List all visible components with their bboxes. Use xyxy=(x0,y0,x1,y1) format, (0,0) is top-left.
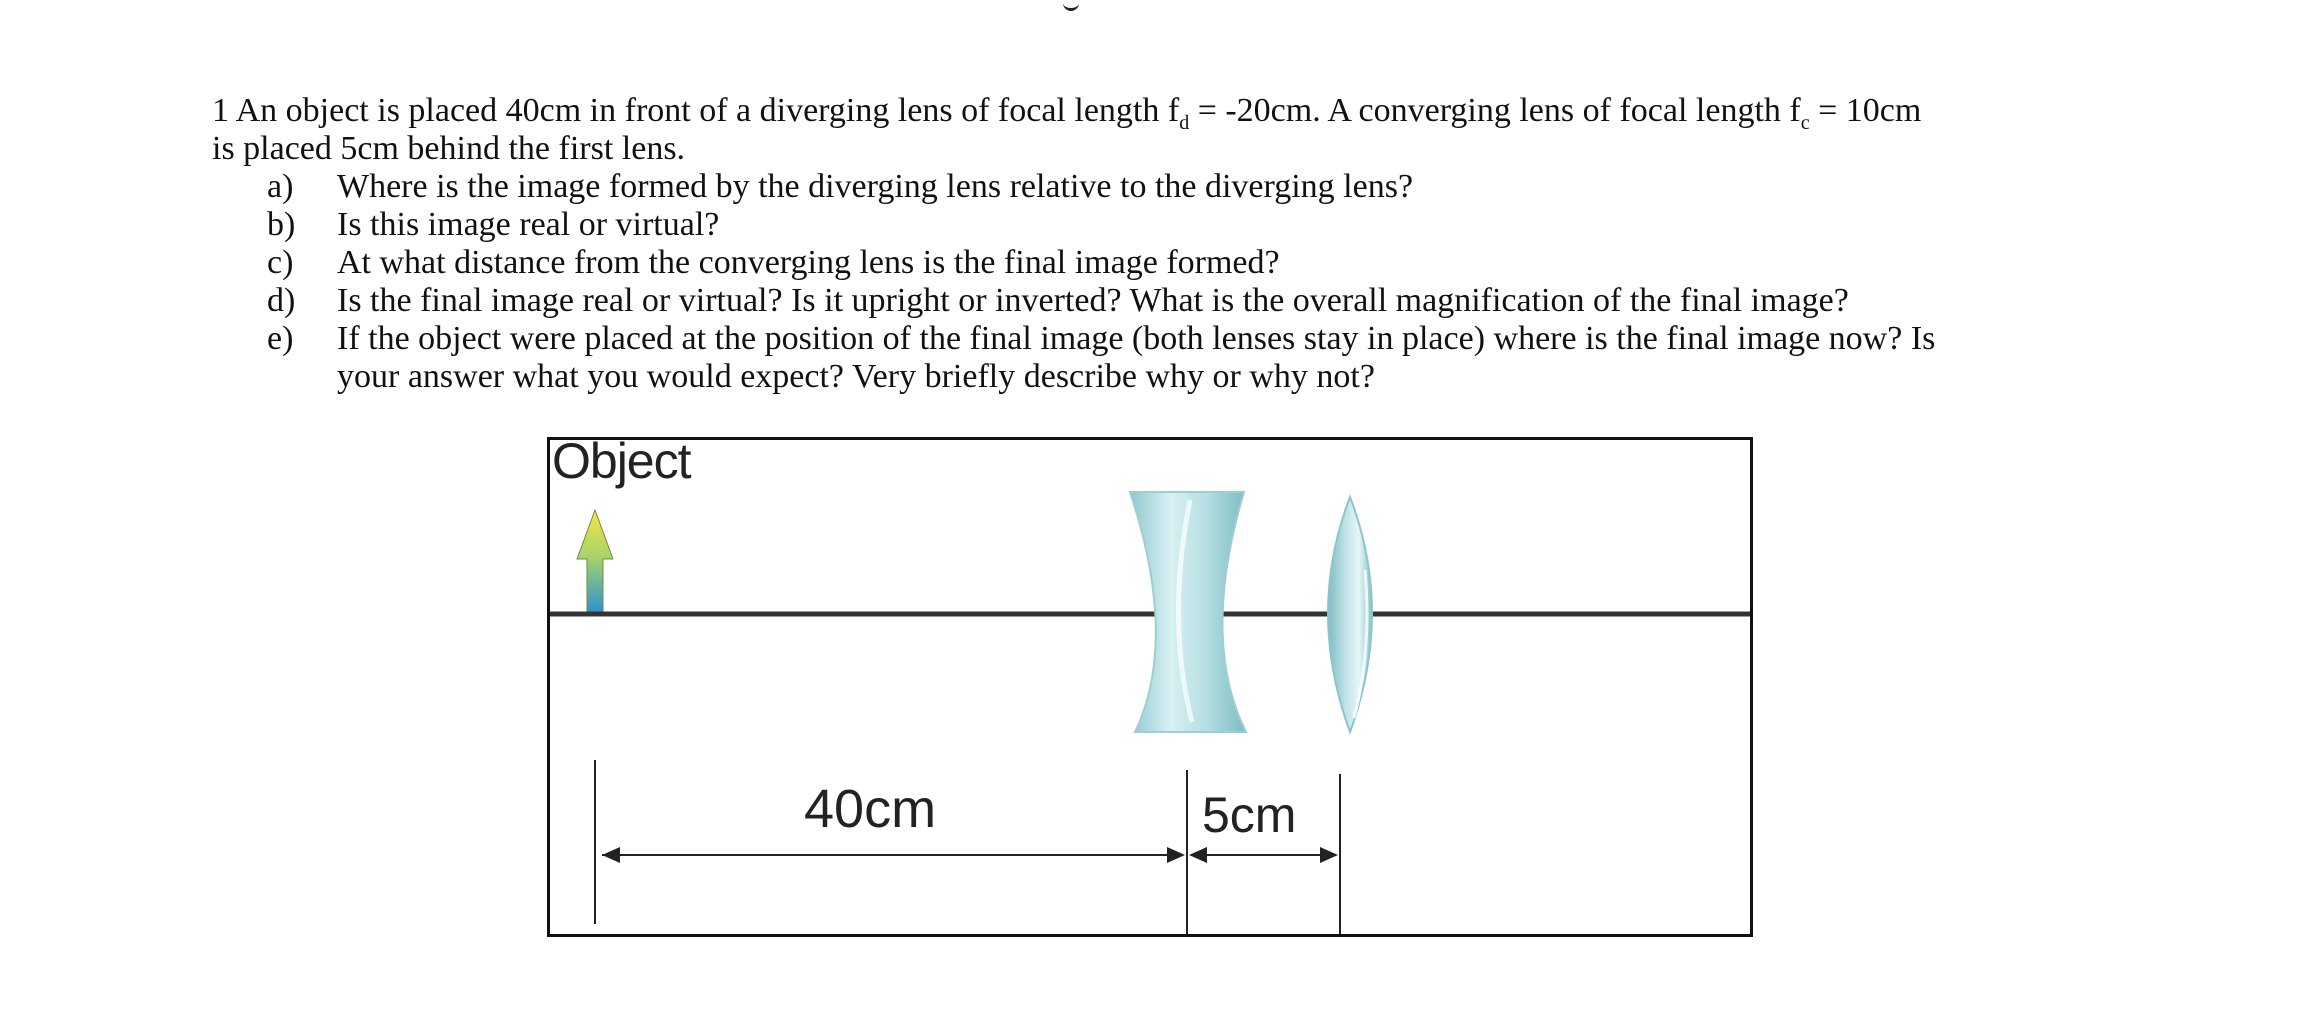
question-letter: b) xyxy=(267,206,296,243)
question-c xyxy=(212,244,2112,282)
question-text: Is the final image real or virtual? Is it upright or inverted? What is the overall magnification of the final image? xyxy=(337,282,1849,319)
question-text: your answer what you would expect? Very briefly describe why or why not? xyxy=(337,358,1375,395)
question-text: If the object were placed at the position of the final image (both lenses stay in place) where is the final image now? Is xyxy=(337,320,1936,357)
question-a xyxy=(212,168,2112,206)
question-letter: c) xyxy=(267,244,294,281)
object-arrow-icon xyxy=(577,510,613,614)
question-letter: a) xyxy=(267,168,294,205)
object-label: Object xyxy=(552,433,691,489)
question-letter: e) xyxy=(267,320,294,357)
question-letter: d) xyxy=(267,282,296,319)
question-text: Where is the image formed by the diverging lens relative to the diverging lens? xyxy=(337,168,1414,205)
question-text: Is this image real or virtual? xyxy=(337,206,720,243)
problem-text-part-1: 1 An object is placed 40cm in front of a diverging lens of focal length f xyxy=(212,92,1180,129)
dimension-arrow-40cm xyxy=(602,847,1185,863)
problem-line-1 xyxy=(212,92,2112,134)
question-b xyxy=(212,206,2112,244)
subscript-d: d xyxy=(1179,112,1190,134)
converging-lens-icon xyxy=(1328,497,1372,732)
distance-label-5cm: 5cm xyxy=(1202,787,1297,843)
dimension-arrow-5cm xyxy=(1189,847,1338,863)
question-e xyxy=(212,320,2112,358)
problem-text-part-2: = -20cm. A converging lens of focal length f xyxy=(1189,92,1801,129)
problem-statement xyxy=(212,92,2112,396)
question-d xyxy=(212,282,2112,320)
question-text: At what distance from the converging lens is the final image formed? xyxy=(337,244,1280,281)
page-top-mark xyxy=(1063,0,1079,11)
distance-label-40cm: 40cm xyxy=(804,779,937,839)
question-e-continued xyxy=(212,358,2112,396)
problem-text-part-3: = 10cm xyxy=(1809,92,1922,129)
subscript-c: c xyxy=(1800,112,1810,134)
lens-diagram xyxy=(547,433,1753,937)
question-list xyxy=(212,168,2112,396)
problem-line-2: is placed 5cm behind the first lens. xyxy=(212,130,686,167)
lens-diagram-graphic xyxy=(550,440,1750,934)
